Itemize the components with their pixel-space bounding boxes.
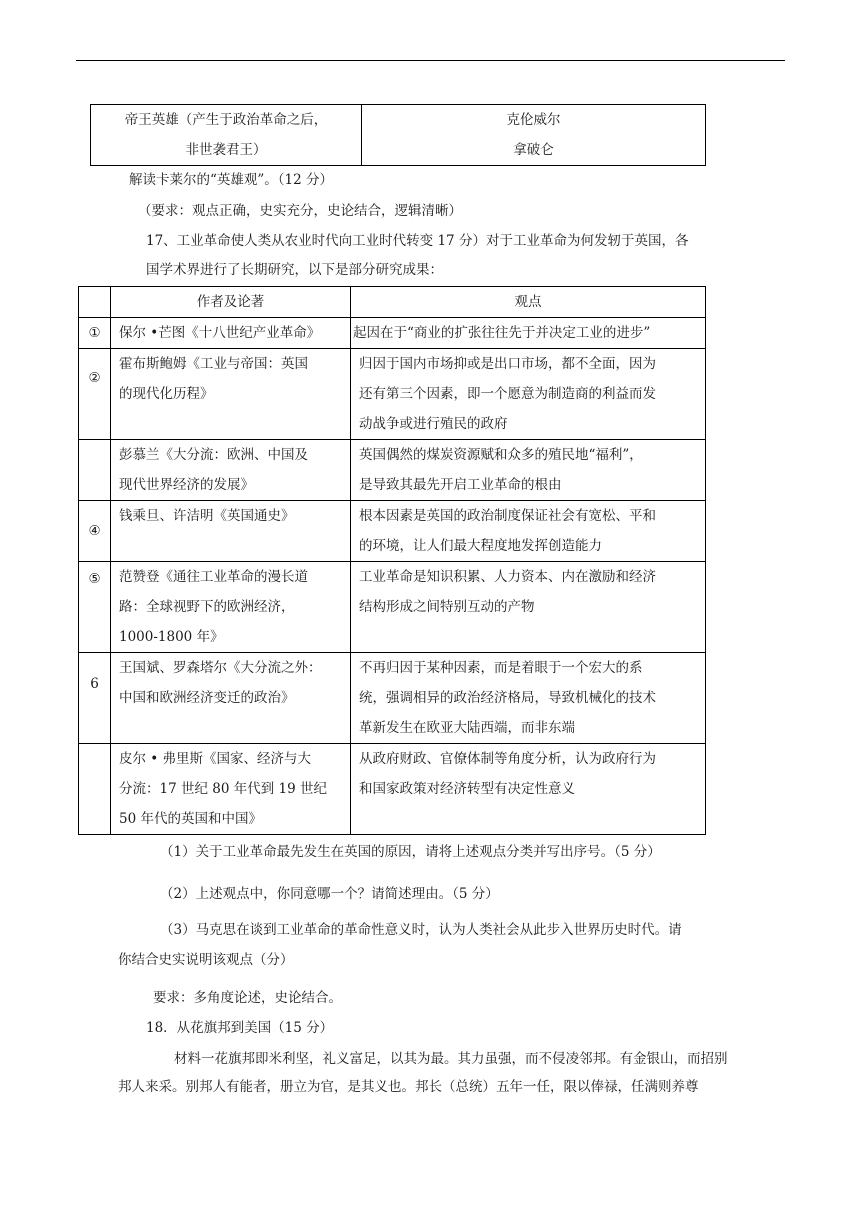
q17-sub2: （2）上述观点中，你同意哪一个？请简述理由。（5 分） (160, 886, 499, 902)
row-author: 彭慕兰《大分流：欧洲、中国及 现代世界经济的发展》 (111, 440, 351, 501)
q17-intro-line2: 国学术界进行了长期研究，以下是部分研究成果： (146, 262, 443, 278)
table-row (79, 440, 706, 501)
hero-table (90, 104, 706, 166)
row-number (79, 744, 111, 835)
table-row (79, 653, 706, 744)
row-view: 工业革命是知识积累、人力资本、内在激励和经济 结构形成之间特别互动的产物 (351, 562, 706, 653)
row-number: ① (79, 318, 111, 349)
row-view: 不再归因于某种因素，而是着眼于一个宏大的系 统，强调相异的政治经济格局，导致机械化的技术 革新发生在欧亚大陆西端，而非东端 (351, 653, 706, 744)
table-header-row (79, 287, 706, 318)
hero-type-cell: 帝王英雄（产生于政治革命之后， 非世袭君王） (91, 105, 362, 166)
hero-examples-cell: 克伦威尔 拿破仑 (362, 105, 706, 166)
q17-sub1: （1）关于工业革命最先发生在英国的原因，请将上述观点分类并写出序号。（5 分） (160, 844, 661, 860)
q17-sub3-requirement: 要求：多角度论述，史论结合。 (153, 990, 342, 1006)
row-author: 王国斌、罗森塔尔《大分流之外： 中国和欧洲经济变迁的政治》 (111, 653, 351, 744)
research-table (78, 286, 706, 835)
q18-title: 18．从花旗邦到美国（15 分） (146, 1020, 334, 1036)
row-view: 根本因素是英国的政治制度保证社会有宽松、平和 的环境，让人们最大程度地发挥创造能力 (351, 501, 706, 562)
row-author: 保尔 •芒图《十八世纪产业革命》 (111, 318, 351, 349)
table-row (79, 562, 706, 653)
table-row (79, 349, 706, 440)
row-view: 英国偶然的煤炭资源赋和众多的殖民地“福利”， 是导致其最先开启工业革命的根由 (351, 440, 706, 501)
row-view: 从政府财政、官僚体制等角度分析，认为政府行为 和国家政策对经济转型有决定性意义 (351, 744, 706, 835)
row-author: 钱乘旦、许洁明《英国通史》 (111, 501, 351, 562)
row-view: 起因在于“商业的扩张往往先于并决定工业的进步” (351, 318, 706, 349)
header-view: 观点 (351, 287, 706, 318)
header-rule (76, 60, 785, 61)
q17-intro-line1: 17、工业革命使人类从农业时代向工业时代转变 17 分）对于工业革命为何发轫于英国，各 (146, 233, 689, 249)
q18-material-line1: 材料一花旗邦即米利坚，礼义富足，以其为最。其力虽强，而不侵凌邻邦。有金银山，而招别 (174, 1051, 728, 1067)
row-view: 归因于国内市场抑或是出口市场，都不全面，因为 还有第三个因素，即一个愿意为制造商的利益而发 动战争或进行殖民的政府 (351, 349, 706, 440)
q17-sub3-line2: 你结合史实说明该观点（分） (118, 952, 294, 968)
row-number: 6 (79, 653, 111, 744)
row-author: 皮尔 • 弗里斯《国家、经济与大 分流：17 世纪 80 年代到 19 世纪 50 年代的英国和中国》 (111, 744, 351, 835)
q18-material-line2: 邦人来采。别邦人有能者，册立为官，是其义也。邦长（总统）五年一任，限以俸禄，任满则养尊 (118, 1079, 699, 1095)
q17-sub3-line1: （3）马克思在谈到工业革命的革命性意义时，认为人类社会从此步入世界历史时代。请 (160, 922, 682, 938)
header-author: 作者及论著 (111, 287, 351, 318)
table-row (79, 501, 706, 562)
row-author: 范赞登《通往工业革命的漫长道 路：全球视野下的欧洲经济， 1000-1800 年》 (111, 562, 351, 653)
table-row (79, 318, 706, 349)
table-row (79, 744, 706, 835)
q16-prompt: 解读卡莱尔的“英雄观”。（12 分） (129, 172, 334, 188)
row-number: ④ (79, 501, 111, 562)
row-number: ⑤ (79, 562, 111, 653)
row-number: ② (79, 349, 111, 440)
row-author: 霍布斯鲍姆《工业与帝国：英国 的现代化历程》 (111, 349, 351, 440)
header-num-cell (79, 287, 111, 318)
row-number (79, 440, 111, 501)
q16-requirement: （要求：观点正确，史实充分，史论结合，逻辑清晰） (138, 203, 462, 219)
